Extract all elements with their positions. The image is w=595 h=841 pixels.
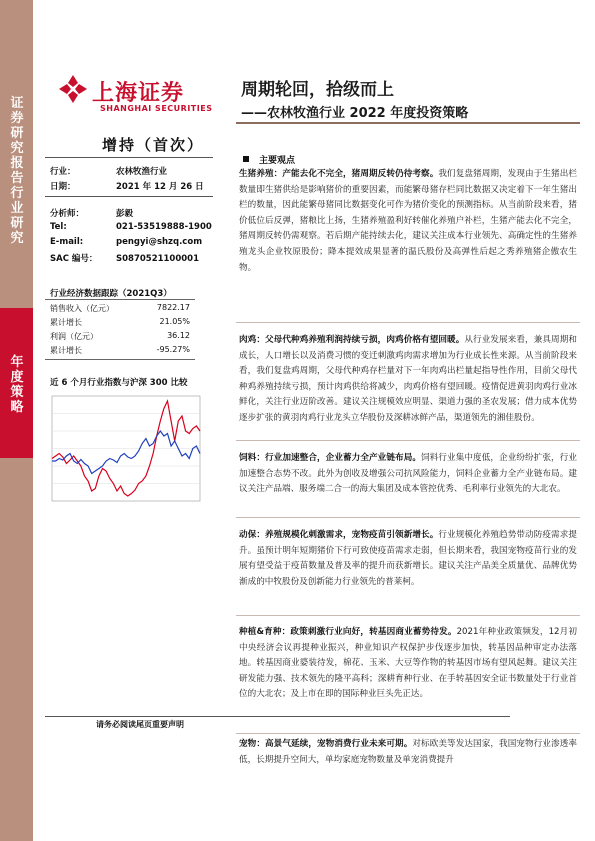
analyst-label: Tel: [50, 222, 67, 232]
sidebar-top-label: 证券研究报告 行业研究 [10, 96, 24, 246]
divider [45, 157, 213, 158]
paragraph-text: 我们复盘猪周期，发现由于生猪出栏数量即生猪供给是影响猪价的重要因素，而能繁母猪存栏同比数据又决定着下一年生猪出栏的数量，因此能繁母猪同比数据变化可作为猪价变化的预测指标。从当前阶段来看，猪价低位后反弹，猪粮比上扬，生猪养殖盈利好转催化养殖户补栏，生猪产能去化不完全，猪周期反转仍需观察。若后期产能持续去化，建议关注成本行业领先、高确定性的生猪养殖龙头企业牧原股份；降本提效成果显著的温氏股份及高弹性后起之秀养殖猪企傲农生物。 [239, 169, 577, 273]
divider [236, 322, 580, 323]
divider [45, 299, 195, 300]
info-label: 行业： [50, 167, 76, 177]
table-row [50, 317, 190, 328]
paragraph-lead: 动保：养殖规模化刺激需求，宠物疫苗引领新增长。 [239, 530, 439, 540]
index-comparison-chart [48, 392, 208, 507]
paragraph-text: 从行业发展来看，兼具周期和成长，人口增长以及消费习惯的变迁刺激鸡肉需求增加为行业成长性来源。从当前阶段来看，我们复盘鸡周期，父母代种鸡存栏量对下一年肉鸡出栏量起指导性作用，目前父母代种鸡养殖持续亏损，预计肉鸡供给将减少，肉鸡价格有望回暖。疫情促进黄羽肉鸡行业冰鲜化，关注行业迈阶改善。建议关注规模效应明显、渠道力强的圣农发展；借力成本优势逐步扩张的黄羽肉鸡行业龙头立华股份及深耕冰鲜产品，渠道领先的湘佳股份。 [239, 335, 577, 423]
paragraph-lead: 饲料：行业加速整合，企业蓄力全产业链布局。 [239, 453, 422, 463]
paragraph-pet [239, 737, 577, 768]
title-divider [236, 122, 580, 124]
analyst-row-sac [50, 252, 199, 264]
info-row-date [50, 180, 204, 192]
footer-divider [45, 716, 510, 717]
divider [236, 517, 580, 518]
analyst-row-email [50, 237, 202, 247]
section-heading-text: 主要观点 [259, 156, 296, 166]
report-subtitle: ——农林牧渔行业 2022 年度投资策略 [241, 106, 469, 121]
paragraph-lead: 宠物：高景气延续，宠物消费行业未来可期。 [239, 739, 413, 749]
table-row [50, 303, 190, 314]
paragraph-animal-health [239, 528, 577, 590]
divider [236, 615, 580, 616]
analyst-row-tel [50, 222, 212, 232]
sidebar-mid-label: 年度策略 [10, 355, 24, 415]
paragraph-lead: 种植&育种：政策刺激行业向好，转基因商业蓄势待发。 [239, 627, 457, 637]
table-cell-value: 7822.17 [156, 303, 190, 312]
section-heading [243, 153, 295, 166]
square-bullet-icon [243, 156, 249, 162]
table-cell-label: 累计增长 [50, 318, 82, 327]
paragraph-lead: 生猪养殖：产能去化不完全，猪周期反转仍待考察。 [239, 169, 439, 179]
table-cell-label: 利润（亿元） [50, 332, 98, 341]
chart-title: 近 6 个月行业指数与沪深 300 比较 [50, 378, 188, 388]
paragraph-chicken [239, 333, 577, 427]
table-cell-label: 销售收入（亿元） [50, 304, 114, 313]
divider [45, 196, 213, 197]
analyst-label: E-mail: [50, 237, 84, 247]
chart-series-line-2 [52, 431, 200, 474]
divider [45, 359, 195, 360]
analyst-value: pengyi@shzq.com [116, 237, 203, 247]
table-cell-value: -95.27% [156, 345, 190, 354]
report-title: 周期轮回，拾级而上 [241, 80, 394, 100]
info-value: 农林牧渔行业 [116, 167, 168, 177]
info-label: 日期： [50, 182, 76, 192]
paragraph-pig [239, 167, 577, 276]
analyst-label: 分析师： [50, 209, 85, 219]
paragraph-lead: 肉鸡：父母代种鸡养殖利润持续亏损，肉鸡价格有望回暖。 [239, 335, 465, 345]
info-value: 2021 年 12 月 26 日 [116, 182, 204, 192]
analyst-value: 彭毅 [116, 209, 134, 219]
table-cell-value: 36.12 [167, 331, 190, 340]
table-cell-label: 累计增长 [50, 346, 82, 355]
paragraph-feed [239, 451, 577, 498]
table-cell-value: 21.05% [159, 317, 190, 326]
info-row-industry [50, 165, 167, 177]
logo-name-cn: 上海证券 [92, 81, 185, 106]
analyst-value: S0870521100001 [116, 254, 200, 264]
paragraph-text: 对标欧美等发达国家，我国宠物行业渗透率低，长期提升空间大，单均家庭宠物数量及单宠消费提升 [239, 739, 577, 765]
analyst-value: 021-53519888-1900 [116, 222, 212, 232]
divider [236, 440, 580, 441]
table-row [50, 345, 190, 356]
paragraph-seed [239, 625, 577, 703]
paragraph-text: 2021年种业政策频发，12月初中央经济会议再提种业振兴，种业知识产权保护步伐逐步加快，转基因品种审定办法落地。转基因商业婆装待发，棉花、玉米、大豆等作物的转基因市场有望风起舞。建议关注研发能力强、技术领先的隆平高科；深耕育种行业、在手转基因安全证书数量处于行业首位的大北农；及上市在即的国际种业巨头先正达。 [239, 627, 578, 700]
table-row [50, 331, 190, 342]
analyst-row-name [50, 207, 133, 219]
logo-name-en: SHANGHAI SECURITIES [100, 104, 213, 113]
paragraph-text: 饲料行业集中度低，企业纷纷扩张，行业加速整合态势不改。此外为创收及增强公司抗风险能力，饲料企业蓄力全产业链布局。建议关注产品端、服务端二合一的海大集团及成本管控优秀、毛利率行业领先的大北农。 [239, 453, 577, 495]
footer-disclaimer: 请务必阅读尾页重要声明 [96, 720, 184, 729]
analyst-label: SAC 编号： [50, 254, 98, 264]
econ-table-title: 行业经济数据跟踪（2021Q3） [50, 289, 172, 299]
logo-icon [58, 74, 88, 104]
divider [236, 733, 580, 734]
paragraph-text: 行业规模化养殖趋势带动防疫需求提升。虽预计明年短期猪价下行可致使疫苗需求走弱，但长期来看，我国宠物疫苗行业的发展有望受益于疫苗数量及普及率的提升而获新增长。建议关注产品美全质量优、品牌优势渐成的中牧股份及创新能力行业领先的普莱柯。 [239, 530, 577, 587]
rating: 增持（首次） [102, 136, 205, 154]
